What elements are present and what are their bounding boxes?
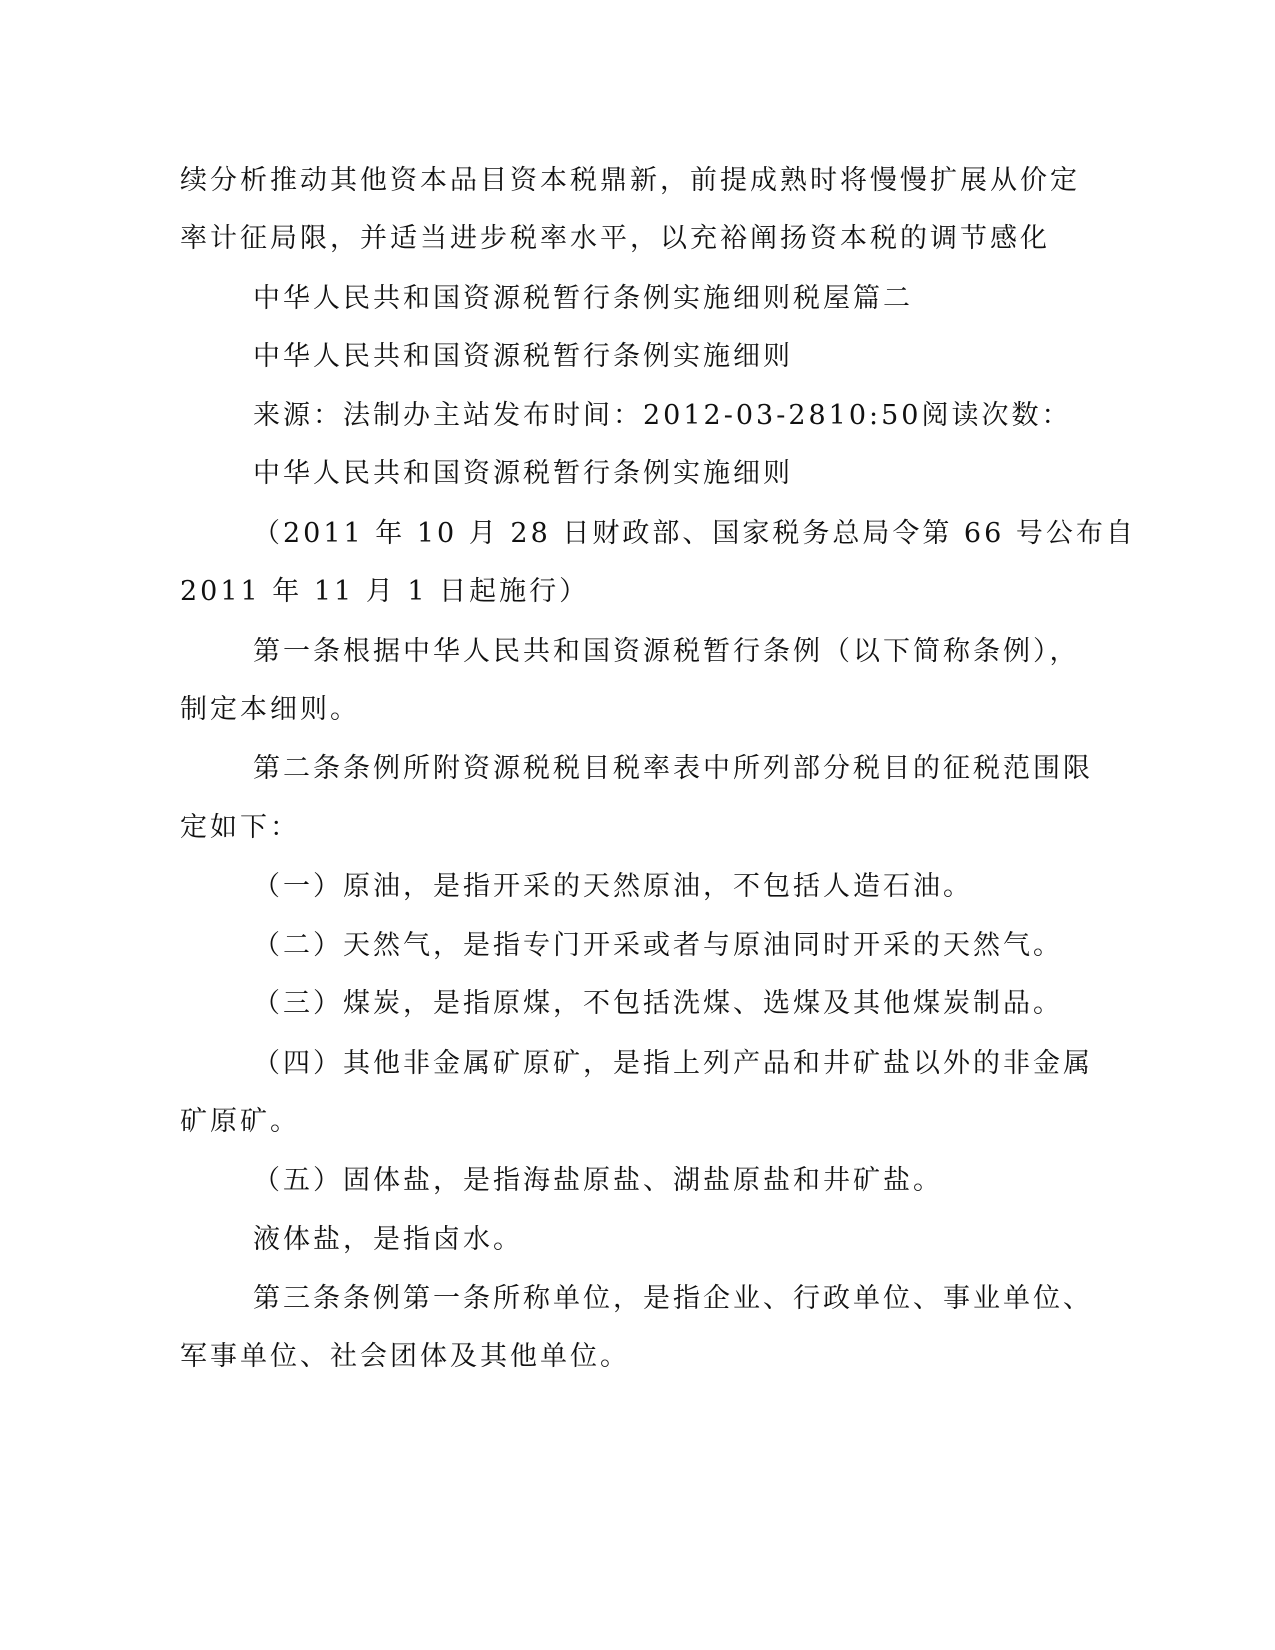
item-5: （五）固体盐，是指海盐原盐、湖盐原盐和井矿盐。 xyxy=(253,1165,943,1196)
article-3: 第三条条例第一条所称单位，是指企业、行政单位、事业单位、 xyxy=(253,1283,1093,1314)
item-4: （四）其他非金属矿原矿，是指上列产品和井矿盐以外的非金属 xyxy=(253,1048,1093,1079)
item-2: （二）天然气，是指专门开采或者与原油同时开采的天然气。 xyxy=(253,930,1063,961)
section-heading: 中华人民共和国资源税暂行条例实施细则税屋篇二 xyxy=(253,283,913,314)
text-line: 续分析推动其他资本品目资本税鼎新，前提成熟时将慢慢扩展从价定 xyxy=(180,165,1080,196)
item-5-liquid-salt: 液体盐，是指卤水。 xyxy=(253,1224,523,1255)
promulgation-note: （2011 年 10 月 28 日财政部、国家税务总局令第 66 号公布自 xyxy=(253,518,1136,549)
promulgation-note-cont: 2011 年 11 月 1 日起施行） xyxy=(180,576,590,607)
item-4-cont: 矿原矿。 xyxy=(180,1106,300,1137)
item-1: （一）原油，是指开采的天然原油，不包括人造石油。 xyxy=(253,871,973,902)
article-2-cont: 定如下： xyxy=(180,812,300,843)
article-2: 第二条条例所附资源税税目税率表中所列部分税目的征税范围限 xyxy=(253,753,1093,784)
source-info: 来源：法制办主站发布时间：2012-03-2810:50阅读次数： xyxy=(253,400,1072,431)
document-title: 中华人民共和国资源税暂行条例实施细则 xyxy=(253,341,793,372)
document-title-repeat: 中华人民共和国资源税暂行条例实施细则 xyxy=(253,458,793,489)
article-1-cont: 制定本细则。 xyxy=(180,694,360,725)
article-3-cont: 军事单位、社会团体及其他单位。 xyxy=(180,1341,630,1372)
article-1: 第一条根据中华人民共和国资源税暂行条例（以下简称条例）， xyxy=(253,636,1080,667)
text-line: 率计征局限，并适当进步税率水平，以充裕阐扬资本税的调节感化 xyxy=(180,223,1050,254)
item-3: （三）煤炭，是指原煤，不包括洗煤、选煤及其他煤炭制品。 xyxy=(253,988,1063,1019)
